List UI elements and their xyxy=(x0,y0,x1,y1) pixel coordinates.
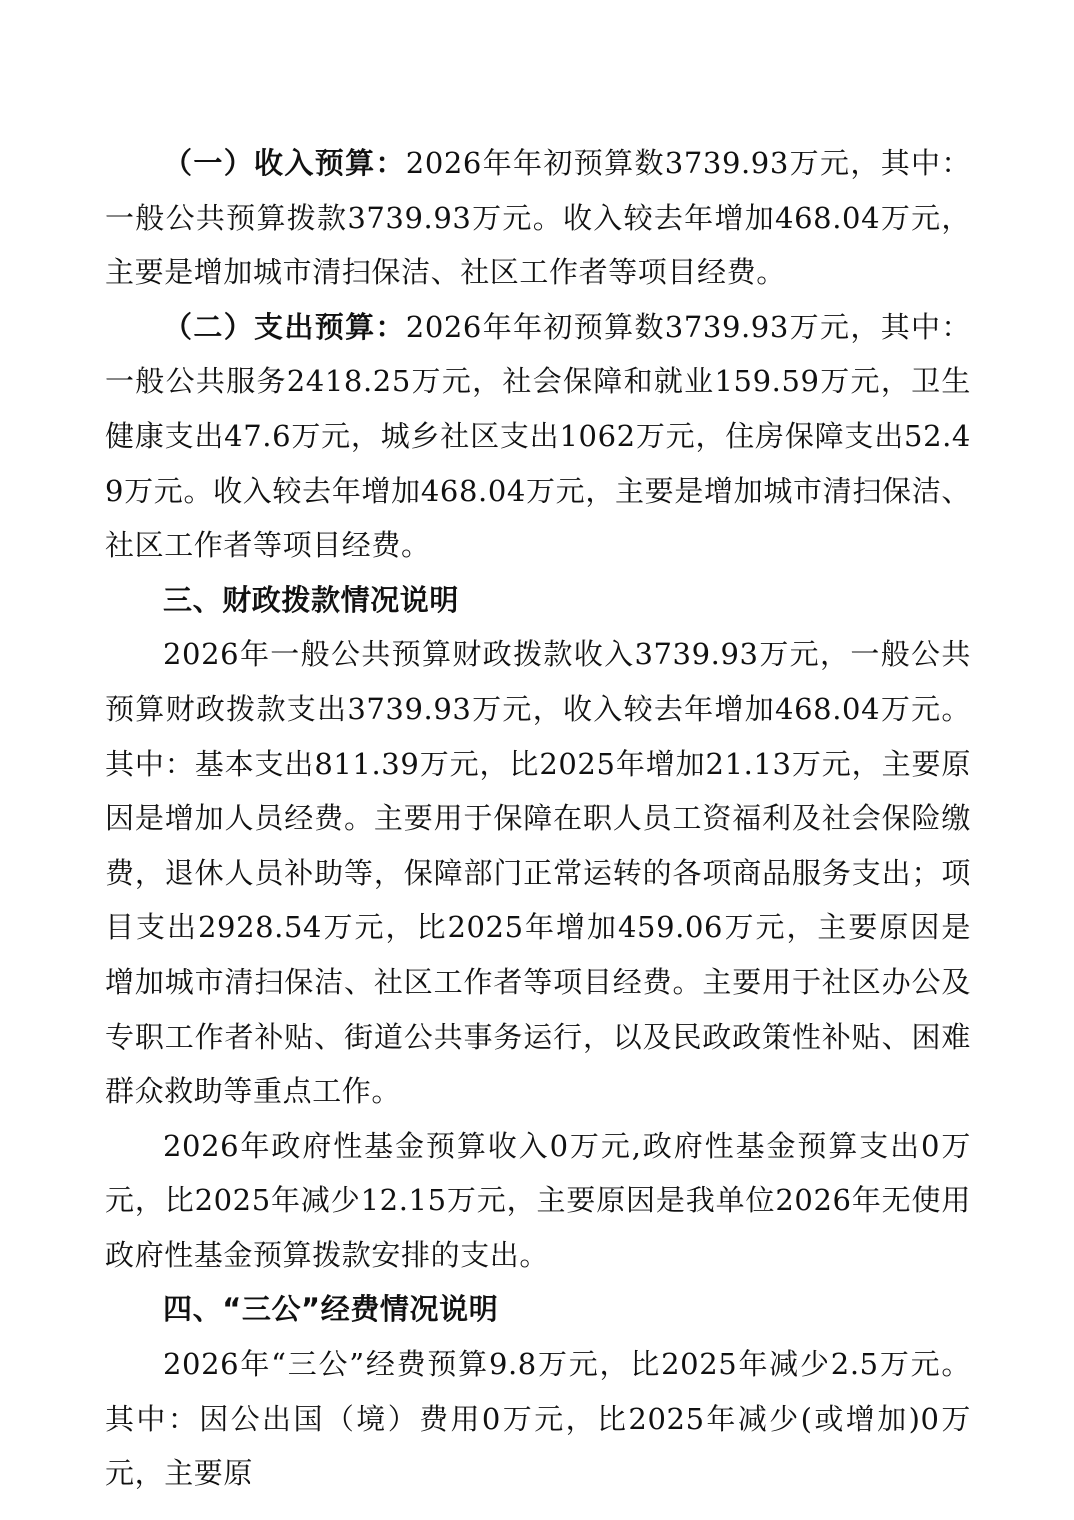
section-3-heading: 三、财政拨款情况说明 xyxy=(163,582,460,617)
section-3-paragraph-2: 2026年政府性基金预算收入0万元,政府性基金预算支出0万元，比2025年减少12.15万元，主要原因是我单位2026年无使用政府性基金预算拨款安排的支出。 xyxy=(105,1128,971,1272)
income-budget-label: （一）收入预算： xyxy=(163,146,406,180)
section-3-paragraph-1: 2026年一般公共预算财政拨款收入3739.93万元，一般公共预算财政拨款支出3739.93万元，收入较去年增加468.04万元。其中：基本支出811.39万元，比2025年增加21.13万元，主要原因是增加人员经费。主要用于保障在职人员工资福利及社会保险缴费，退休人员补助等，保障部门正常运转的各项商品服务支出；项目支出2928.54万元，比2025年增加459.06万元，主要原因是增加城市清扫保洁、社区工作者等项目经费。主要用于社区办公及专职工作者补贴、街道公共事务运行，以及民政政策性补贴、困难群众救助等重点工作。 xyxy=(105,637,971,1109)
expenditure-budget-paragraph xyxy=(105,300,971,573)
section-4-paragraph-1: 2026年“三公”经费预算9.8万元，比2025年减少2.5万元。其中：因公出国（境）费用0万元，比2025年减少(或增加)0万元，主要原 xyxy=(105,1347,971,1491)
section-4-heading: 四、“三公”经费情况说明 xyxy=(163,1292,499,1327)
expenditure-budget-text: 2026年年初预算数3739.93万元，其中：一般公共服务2418.25万元，社会保障和就业159.59万元，卫生健康支出47.6万元，城乡社区支出1062万元，住房保障支出52.49万元。收入较去年增加468.04万元，主要是增加城市清扫保洁、社区工作者等项目经费。 xyxy=(105,309,971,563)
expenditure-budget-label: （二）支出预算： xyxy=(163,309,406,344)
document-body xyxy=(105,136,971,1501)
income-budget-paragraph xyxy=(105,136,971,300)
income-budget-text: 2026年年初预算数3739.93万元，其中：一般公共预算拨款3739.93万元。收入较去年增加468.04万元，主要是增加城市清扫保洁、社区工作者等项目经费。 xyxy=(105,146,971,290)
